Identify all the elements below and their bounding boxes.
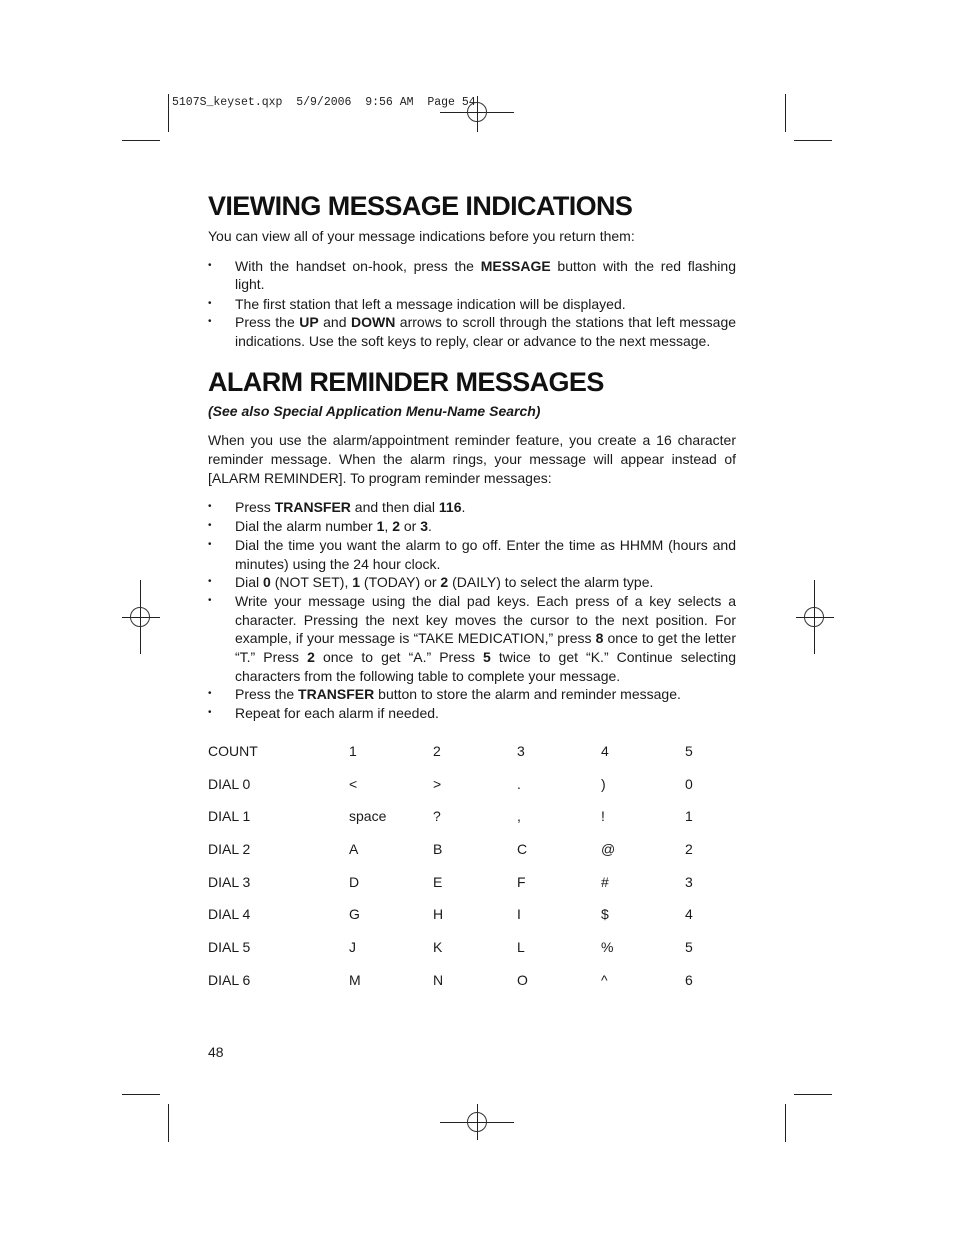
table-cell: 6 <box>685 971 693 988</box>
section2-subtitle: (See also Special Application Menu-Name Search) <box>208 402 541 419</box>
crop-mark <box>785 94 786 132</box>
list-item: • The first station that left a message indication will be displayed. <box>208 295 736 314</box>
table-cell: COUNT <box>208 742 258 759</box>
table-cell: 0 <box>685 775 693 792</box>
page-content <box>208 188 736 1004</box>
table-cell: $ <box>601 906 609 923</box>
list-item: • Dial 0 (NOT SET), 1 (TODAY) or 2 (DAILY) to select the alarm type. <box>208 573 736 592</box>
table-cell: K <box>433 938 443 955</box>
list-item: • Dial the alarm number 1, 2 or 3. <box>208 517 736 536</box>
table-cell: < <box>349 775 358 792</box>
registration-mark-icon <box>467 102 487 122</box>
crop-mark <box>785 1104 786 1142</box>
section1-intro: You can view all of your message indications before you return them: <box>208 228 635 244</box>
table-cell: B <box>433 840 443 857</box>
list-item: • Repeat for each alarm if needed. <box>208 704 736 723</box>
table-row <box>208 841 725 874</box>
table-cell: I <box>517 906 521 923</box>
registration-mark-icon <box>467 1112 487 1132</box>
table-cell: space <box>349 808 387 825</box>
table-cell: 1 <box>685 808 693 825</box>
table-cell: 4 <box>685 906 693 923</box>
table-row <box>208 939 725 972</box>
table-cell: G <box>349 906 360 923</box>
table-cell: 4 <box>601 742 609 759</box>
crop-mark <box>122 1094 160 1095</box>
crop-mark <box>168 94 169 132</box>
table-cell: % <box>601 938 614 955</box>
section2-intro: When you use the alarm/appointment reminder feature, you create a 16 character reminder message. When the alarm rings, your message will appear instead of [ALARM REMINDER]. To program reminder messages: <box>208 432 736 486</box>
table-row <box>208 776 725 809</box>
table-cell: E <box>433 873 443 890</box>
table-cell: H <box>433 906 444 923</box>
table-row <box>208 906 725 939</box>
table-cell: # <box>601 873 609 890</box>
crop-mark <box>168 1104 169 1142</box>
table-cell: N <box>433 971 444 988</box>
list-item: • With the handset on-hook, press the MESSAGE button with the red flashing light. <box>208 257 736 294</box>
table-cell: 3 <box>517 742 525 759</box>
registration-mark-icon <box>804 607 824 627</box>
table-cell: @ <box>601 840 616 857</box>
registration-mark-icon <box>130 607 150 627</box>
list-item: • Write your message using the dial pad keys. Each press of a key selects a character. Pressing the next key moves the cursor to the next position. For example, if your message is “TAKE MEDICATION,” press 8 once to get the letter “T.” Press 2 once to get “A.” Press 5 twice to get “K.” Continue selecting characters from the following table to complete your message. <box>208 592 736 686</box>
table-cell: F <box>517 873 526 890</box>
table-cell: 2 <box>433 742 441 759</box>
section2-bullet-list <box>208 498 736 722</box>
list-item: • Press the TRANSFER button to store the alarm and reminder message. <box>208 685 736 704</box>
list-item: • Press the UP and DOWN arrows to scroll through the stations that left message indications. Use the soft keys to reply, clear or advance to the next message. <box>208 313 736 350</box>
table-cell: DIAL 1 <box>208 808 251 825</box>
page-number: 48 <box>208 1044 224 1060</box>
table-cell: > <box>433 775 442 792</box>
table-cell: , <box>517 808 521 825</box>
table-cell: . <box>517 775 521 792</box>
table-row <box>208 808 725 841</box>
table-cell: ? <box>433 808 441 825</box>
character-table <box>208 743 725 1005</box>
table-cell: O <box>517 971 528 988</box>
table-cell: 5 <box>685 938 693 955</box>
table-cell: 5 <box>685 742 693 759</box>
table-cell: DIAL 2 <box>208 840 251 857</box>
character-table-body <box>208 743 725 1005</box>
table-cell: DIAL 4 <box>208 906 251 923</box>
list-item: • Dial the time you want the alarm to go off. Enter the time as HHMM (hours and minutes) using the 24 hour clock. <box>208 536 736 573</box>
table-cell: L <box>517 938 525 955</box>
table-cell: D <box>349 873 360 890</box>
list-item: • Press TRANSFER and then dial 116. <box>208 498 736 517</box>
table-cell: ) <box>601 775 606 792</box>
table-cell: J <box>349 938 356 955</box>
table-cell: DIAL 5 <box>208 938 251 955</box>
table-row <box>208 972 725 1005</box>
table-cell: A <box>349 840 359 857</box>
table-row <box>208 874 725 907</box>
table-cell: M <box>349 971 361 988</box>
section-title-viewing-message-indications: VIEWING MESSAGE INDICATIONS <box>208 191 633 221</box>
table-cell: ! <box>601 808 605 825</box>
table-cell: 1 <box>349 742 357 759</box>
table-cell: ^ <box>601 971 608 988</box>
table-row <box>208 743 725 776</box>
table-cell: DIAL 0 <box>208 775 251 792</box>
section1-bullet-list <box>208 257 736 351</box>
print-slug: 5107S_keyset.qxp 5/9/2006 9:56 AM Page 54 <box>172 96 476 109</box>
section-title-alarm-reminder-messages: ALARM REMINDER MESSAGES <box>208 366 604 397</box>
table-cell: DIAL 6 <box>208 971 251 988</box>
table-cell: DIAL 3 <box>208 873 251 890</box>
table-cell: 2 <box>685 840 693 857</box>
crop-mark <box>794 140 832 141</box>
table-cell: C <box>517 840 528 857</box>
table-cell: 3 <box>685 873 693 890</box>
crop-mark <box>122 140 160 141</box>
crop-mark <box>794 1094 832 1095</box>
